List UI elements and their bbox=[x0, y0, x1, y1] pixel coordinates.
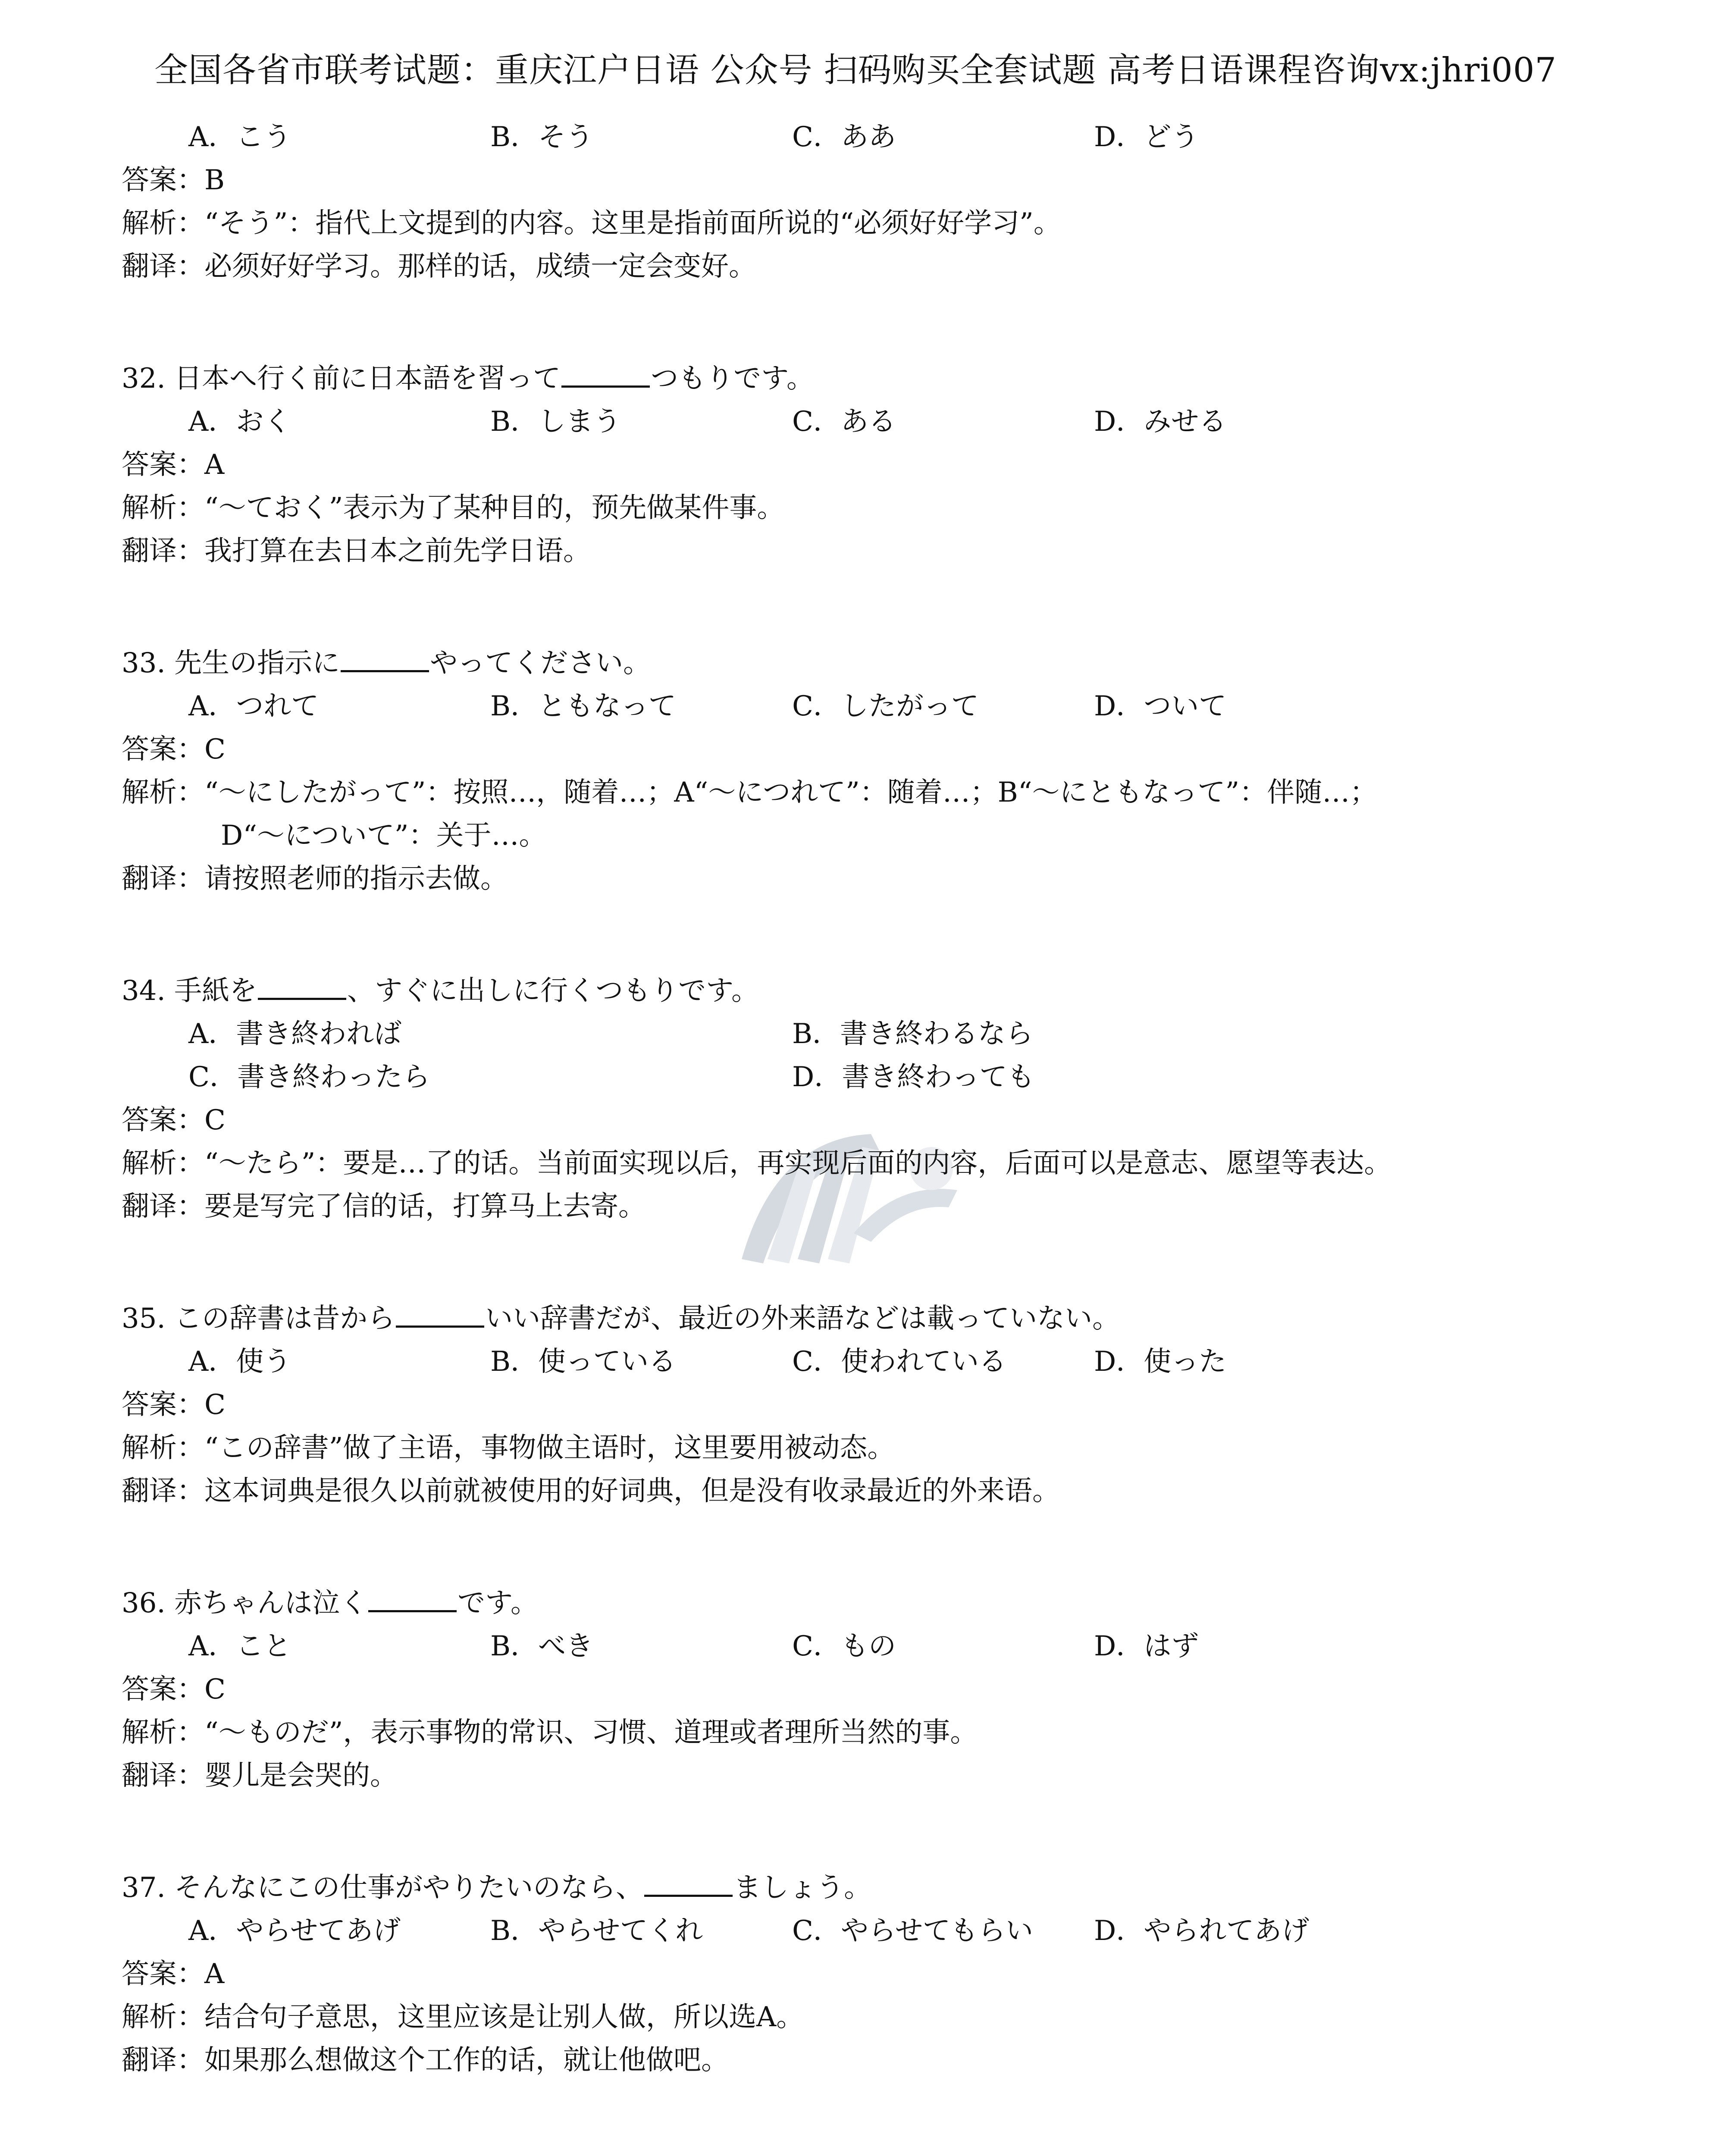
analysis-line: 解析：“～にしたがって”：按照…，随着…；A“～につれて”：随着…；B“～にともなって”：伴随…； bbox=[122, 777, 1378, 808]
q32-options bbox=[122, 400, 1609, 443]
q37-options bbox=[122, 1909, 1609, 1952]
question-text: 35. この辞書は昔から bbox=[122, 1303, 395, 1335]
question-text-after: やってください。 bbox=[430, 647, 651, 679]
question-33 bbox=[122, 642, 1609, 685]
question-text-after: ましょう。 bbox=[733, 1872, 872, 1904]
option-d: D．使った bbox=[1094, 1346, 1227, 1378]
answer-line: 答案：A bbox=[122, 449, 225, 481]
option-b: B．ともなって bbox=[490, 690, 677, 722]
analysis-line: 解析：“～たら”：要是…了的话。当前面实现以后，再实现后面的内容，后面可以是意志、愿望等表达。 bbox=[122, 1147, 1392, 1179]
translation-line: 翻译：如果那么想做这个工作的话，就让他做吧。 bbox=[122, 2044, 729, 2076]
option-b: B．そう bbox=[490, 121, 594, 153]
question-text: 37. そんなにこの仕事がやりたいのなら、 bbox=[122, 1872, 644, 1904]
option-d: D．みせる bbox=[1094, 406, 1227, 438]
question-text: 33. 先生の指示に bbox=[122, 647, 340, 679]
answer-blank bbox=[561, 360, 650, 388]
option-a: A．書き終われば bbox=[188, 1018, 402, 1050]
answer-line: 答案：B bbox=[122, 164, 225, 196]
translation-line: 翻译：要是写完了信的话，打算马上去寄。 bbox=[122, 1191, 646, 1222]
answer-blank bbox=[395, 2154, 484, 2156]
q33-options bbox=[122, 685, 1609, 728]
option-a: A．使う bbox=[188, 1346, 291, 1378]
question-text: 32. 日本へ行く前に日本語を習って bbox=[122, 363, 561, 395]
option-d: D．やられてあげ bbox=[1094, 1915, 1310, 1947]
option-d: D．ついて bbox=[1094, 690, 1227, 722]
option-b: B．しまう bbox=[490, 406, 621, 438]
option-b: B．やらせてくれ bbox=[490, 1915, 703, 1947]
answer-blank bbox=[368, 1585, 457, 1612]
option-c: C．やらせてもらい bbox=[792, 1915, 1034, 1947]
option-b: B．べき bbox=[490, 1630, 594, 1662]
question-text-after: いい辞書だが、最近の外来語などは載っていない。 bbox=[485, 1303, 1120, 1335]
q34-options-row2 bbox=[122, 1056, 1609, 1099]
option-c: C．もの bbox=[792, 1630, 896, 1662]
option-a: A．やらせてあげ bbox=[188, 1915, 401, 1947]
option-a: A．おく bbox=[188, 406, 291, 438]
translation-line: 翻译：请按照老师的指示去做。 bbox=[122, 863, 508, 895]
option-d: D．どう bbox=[1094, 121, 1199, 153]
page-header: 全国各省市联考试题：重庆江户日语 公众号 扫码购买全套试题 高考日语课程咨询vx:jhri007 bbox=[154, 51, 1557, 90]
answer-line: 答案：C bbox=[122, 1104, 226, 1136]
q36-options bbox=[122, 1625, 1609, 1668]
analysis-line: 解析：“～ものだ”，表示事物的常识、习惯、道理或者理所当然的事。 bbox=[122, 1717, 978, 1749]
analysis-line: 解析：结合句子意思，这里应该是让别人做，所以选A。 bbox=[122, 2001, 804, 2033]
analysis-line: 解析：“この辞書”做了主语，事物做主语时，这里要用被动态。 bbox=[122, 1432, 895, 1464]
translation-line: 翻译：必须好好学习。那样的话，成绩一定会变好。 bbox=[122, 251, 756, 282]
answer-line: 答案：C bbox=[122, 733, 226, 765]
document-body bbox=[122, 116, 1609, 2156]
option-c: C．したがって bbox=[792, 690, 979, 722]
question-34 bbox=[122, 969, 1609, 1012]
translation-line: 翻译：我打算在去日本之前先学日语。 bbox=[122, 535, 591, 567]
option-d: D．はず bbox=[1094, 1630, 1199, 1662]
question-text-after: 、すぐに出しに行くつもりです。 bbox=[347, 975, 759, 1007]
analysis-line: 解析：“そう”：指代上文提到的内容。这里是指前面所说的“必须好好学习”。 bbox=[122, 207, 1061, 239]
question-38 bbox=[122, 2151, 1609, 2156]
answer-blank bbox=[396, 1300, 484, 1328]
option-b: B．使っている bbox=[490, 1346, 677, 1378]
option-c: C．書き終わったら bbox=[188, 1061, 430, 1093]
translation-line: 翻译：婴儿是会哭的。 bbox=[122, 1760, 398, 1792]
option-b: B．書き終わるなら bbox=[792, 1018, 1034, 1050]
answer-blank bbox=[341, 645, 429, 672]
option-a: A．こと bbox=[188, 1630, 291, 1662]
q35-options bbox=[122, 1340, 1609, 1383]
analysis-line: 解析：“～ておく”表示为了某种目的，预先做某件事。 bbox=[122, 492, 785, 524]
answer-line: 答案：C bbox=[122, 1389, 226, 1421]
q34-options-row1 bbox=[122, 1012, 1609, 1056]
analysis-continued: D“～について”：关于…。 bbox=[221, 820, 547, 852]
question-text: 34. 手紙を bbox=[122, 975, 257, 1007]
question-text-after: つもりです。 bbox=[651, 363, 815, 395]
translation-line: 翻译：这本词典是很久以前就被使用的好词典，但是没有收录最近的外来语。 bbox=[122, 1475, 1060, 1507]
question-32 bbox=[122, 357, 1609, 400]
question-36 bbox=[122, 1582, 1609, 1625]
option-c: C．ある bbox=[792, 406, 896, 438]
question-text: 36. 赤ちゃんは泣く bbox=[122, 1587, 368, 1619]
question-35 bbox=[122, 1297, 1609, 1340]
answer-line: 答案：A bbox=[122, 1958, 225, 1990]
top-options bbox=[122, 116, 1609, 159]
option-c: C．使われている bbox=[792, 1346, 1006, 1378]
option-c: C．ああ bbox=[792, 121, 896, 153]
answer-blank bbox=[644, 1870, 733, 1897]
answer-blank bbox=[258, 973, 346, 1000]
question-37 bbox=[122, 1866, 1609, 1909]
option-a: A．こう bbox=[188, 121, 291, 153]
option-a: A．つれて bbox=[188, 690, 319, 722]
answer-line: 答案：C bbox=[122, 1673, 226, 1705]
option-d: D．書き終わっても bbox=[792, 1061, 1035, 1093]
question-text-after: です。 bbox=[458, 1587, 539, 1619]
